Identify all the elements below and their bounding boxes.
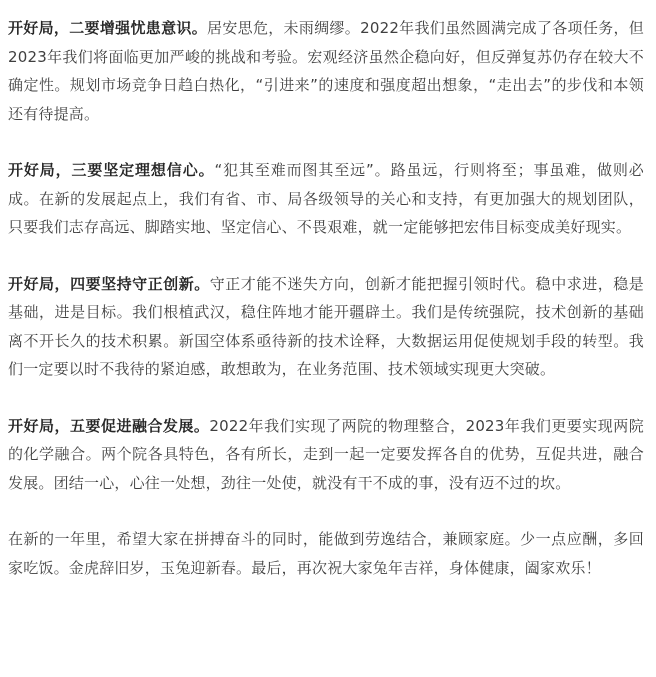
paragraph-text: 守正才能不迷失方向，创新才能把握引领时代。稳中求进，稳是基础，进是目标。我们根植武汉，稳住阵地才能开疆辟土。我们是传统强院，技术创新的基础离不开长久的技术积累。新国空体系亟待新的技术诠释，大数据运用促使规划手段的转型。我们一定要以时不我待的紧迫感，敢想敢为，在业务范围、技术领域实现更大突破。 xyxy=(8,274,644,378)
paragraph-text: 2022年我们实现了两院的物理整合，2023年我们更要实现两院的化学融合。两个院各具特色，各有所长，走到一起一定要发挥各自的优势，互促共进，融合发展。团结一心，心往一处想，劲往一处使，就没有干不成的事，没有迈不过的坎。 xyxy=(8,416,644,492)
paragraph-lead: 开好局，二要增强忧患意识。 xyxy=(8,19,208,37)
paragraph-text: “犯其至难而图其至远”。路虽远，行则将至；事虽难，做则必成。在新的发展起点上，我们有省、市、局各级领导的关心和支持，有更加强大的规划团队，只要我们志存高远、脚踏实地、坚定信心、不畏艰难，就一定能够把宏伟目标变成美好现实。 xyxy=(8,161,644,236)
paragraph-firm-belief xyxy=(8,156,644,242)
paragraph-lead: 开好局，四要坚持守正创新。 xyxy=(8,274,210,293)
paragraph-stay-alert xyxy=(8,14,644,128)
paragraph-lead: 开好局，三要坚定理想信心。 xyxy=(8,161,215,179)
paragraph-text: 在新的一年里，希望大家在拼搏奋斗的同时，能做到劳逸结合，兼顾家庭。少一点应酬，多回家吃饭。金虎辞旧岁，玉兔迎新春。最后，再次祝大家兔年吉祥，身体健康，阖家欢乐！ xyxy=(8,530,644,577)
paragraph-new-year-wishes xyxy=(8,525,644,582)
paragraph-innovation xyxy=(8,270,644,384)
paragraph-integration xyxy=(8,412,644,498)
paragraph-lead: 开好局，五要促进融合发展。 xyxy=(8,416,210,435)
paragraph-text: 居安思危，未雨绸缪。2022年我们虽然圆满完成了各项任务，但2023年我们将面临更加严峻的挑战和考验。宏观经济虽然企稳向好，但反弹复苏仍存在较大不确定性。规划市场竞争日趋白热化，“引进来”的速度和强度超出想象，“走出去”的步伐和本领还有待提高。 xyxy=(8,19,644,123)
